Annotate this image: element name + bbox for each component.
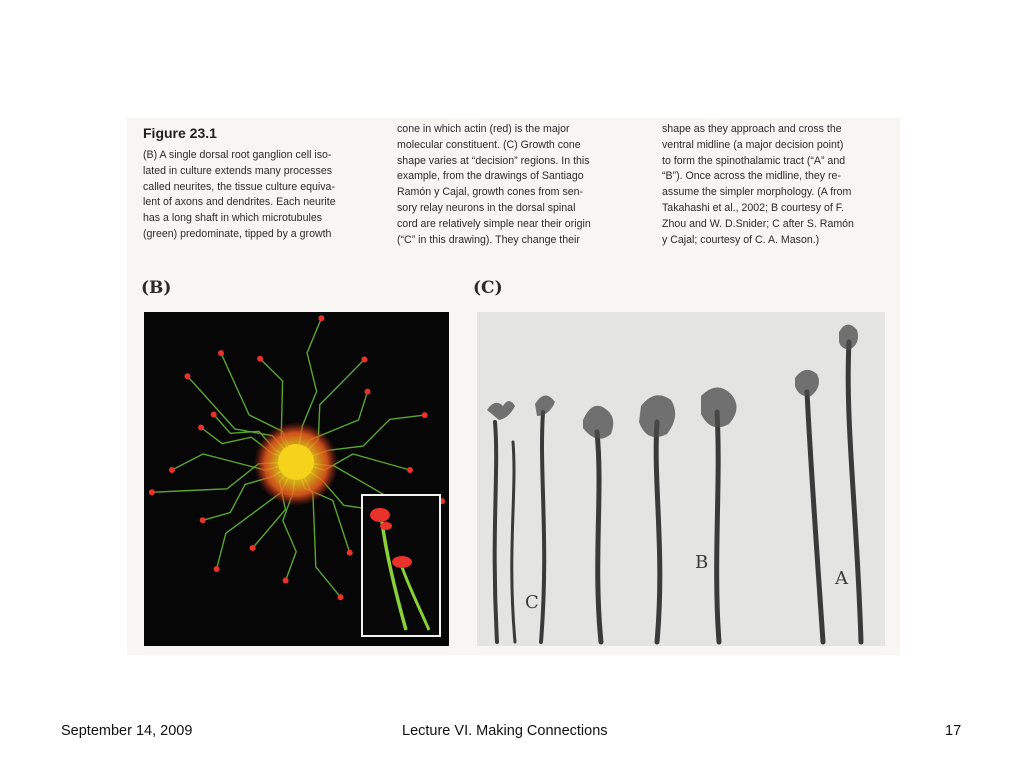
caption-line: cord are relatively simple near their origin [397, 217, 591, 230]
growth-cone-tip [347, 550, 353, 556]
caption-line: sory relay neurons in the dorsal spinal [397, 201, 576, 214]
growth-cone-tip [361, 357, 367, 363]
footer-title: Lecture VI. Making Connections [402, 723, 608, 739]
caption-column-2 [397, 122, 591, 248]
caption-line: lated in culture extends many processes [143, 164, 333, 177]
caption-line: y Cajal; courtesy of C. A. Mason.) [662, 233, 820, 246]
caption-line: molecular constituent. (C) Growth cone [397, 138, 581, 151]
footer-page-number: 17 [945, 723, 962, 739]
growth-cone-tip [200, 517, 206, 523]
panel-b-micrograph [144, 312, 449, 646]
caption-line: to form the spinothalamic tract (“A” and [662, 154, 846, 167]
panel-c-drawing [477, 312, 885, 646]
caption-line: shape as they approach and cross the [662, 123, 842, 135]
growth-cone-tip [283, 578, 289, 584]
growth-cone-tip [169, 467, 175, 473]
growth-cone-drawing [477, 312, 885, 646]
caption-line: cone in which actin (red) is the major [397, 123, 570, 135]
growth-cone-tip [250, 545, 256, 551]
growth-cone-tip [338, 594, 344, 600]
caption-line: Ramón y Cajal, growth cones from sen- [397, 186, 584, 199]
caption-line: (green) predominate, tipped by a growth [143, 227, 332, 240]
growth-cone-tip [185, 373, 191, 379]
caption-line: (B) A single dorsal root ganglion cell iso- [143, 149, 332, 161]
neuron-fluorescence-image [144, 312, 449, 646]
panel-b-label: (B) [141, 278, 172, 298]
drawing-label-b: B [695, 552, 709, 573]
caption-column-3 [662, 122, 854, 248]
growth-cone-tip [214, 566, 220, 572]
panel-c-label: (C) [473, 278, 503, 298]
caption-line: “B”). Once across the midline, they re- [662, 170, 841, 183]
caption-column-1 [143, 148, 336, 243]
drawing-label-a: A [835, 568, 848, 589]
footer-date: September 14, 2009 [61, 723, 193, 739]
growth-cone-tip [422, 412, 428, 418]
caption-line: shape varies at “decision” regions. In this [397, 154, 590, 167]
growth-cone-tip [198, 425, 204, 431]
caption-line: assume the simpler morphology. (A from [662, 186, 852, 199]
growth-cone-tip [211, 412, 217, 418]
growth-cone-tip [218, 350, 224, 356]
figure-scan [127, 118, 900, 655]
caption-line: (“C” in this drawing). They change their [397, 233, 580, 246]
caption-line: lent of axons and dendrites. Each neurite [143, 196, 336, 209]
drawing-label-c: C [525, 592, 539, 613]
growth-cone-tip [407, 467, 413, 473]
caption-line: example, from the drawings of Santiago [397, 170, 584, 183]
caption-line: ventral midline (a major decision point) [662, 138, 844, 151]
caption-line: has a long shaft in which microtubules [143, 212, 323, 225]
figure-title: Figure 23.1 [143, 125, 217, 141]
growth-cone-tip [318, 315, 324, 321]
caption-line: called neurites, the tissue culture equiva- [143, 180, 335, 193]
growth-cone-tip [257, 356, 263, 362]
growth-cone-tip [149, 489, 155, 495]
caption-line: Zhou and W. D.Snider; C after S. Ramón [662, 217, 854, 230]
growth-cone-tip [365, 389, 371, 395]
caption-line: Takahashi et al., 2002; B courtesy of F. [662, 201, 844, 214]
